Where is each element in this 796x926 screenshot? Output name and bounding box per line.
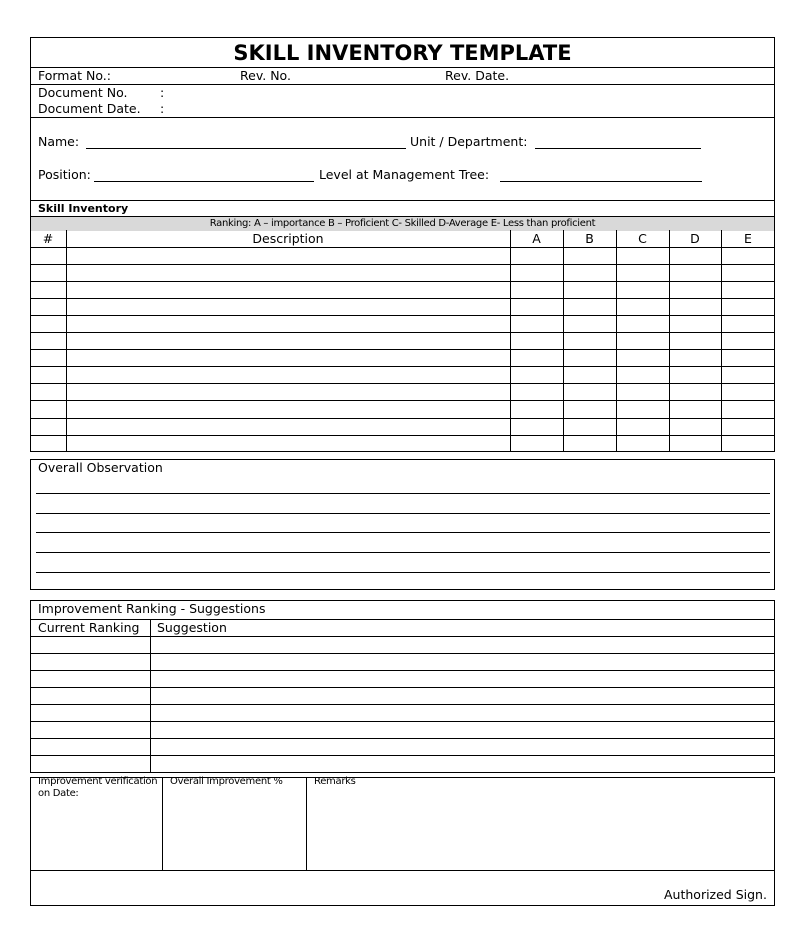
improvement-ranking-cell[interactable] (31, 739, 150, 755)
skill-rank-cell[interactable] (722, 384, 775, 400)
skill-rank-cell[interactable] (511, 419, 563, 435)
skill-rank-cell[interactable] (617, 333, 669, 349)
verification-divider-1 (162, 777, 163, 870)
document-date-label: Document Date. (38, 101, 141, 116)
rev-no-label: Rev. No. (240, 68, 291, 83)
skill-rank-cell[interactable] (511, 282, 563, 298)
skill-rank-cell[interactable] (670, 367, 721, 383)
skill-number-cell[interactable] (31, 248, 66, 264)
skill-description-cell[interactable] (67, 436, 510, 452)
skill-rank-cell[interactable] (564, 436, 616, 452)
skill-col-header: # (42, 231, 54, 246)
skill-inventory-heading: Skill Inventory (38, 202, 129, 215)
observation-line[interactable] (36, 572, 770, 573)
skill-rank-cell[interactable] (670, 333, 721, 349)
ranking-legend: Ranking: A – importance B – Proficient C- Skilled D-Average E- Less than proficient (31, 216, 774, 231)
improvement-suggestion-cell[interactable] (151, 722, 774, 738)
skill-rank-cell[interactable] (511, 265, 563, 281)
skill-rank-cell[interactable] (617, 384, 669, 400)
skill-rank-cell[interactable] (511, 350, 563, 366)
verification-bottom-divider (30, 870, 775, 871)
skill-description-cell[interactable] (67, 248, 510, 264)
skill-rank-cell[interactable] (511, 436, 563, 452)
skill-rank-cell[interactable] (564, 367, 616, 383)
skill-number-cell[interactable] (31, 401, 66, 417)
skill-description-cell[interactable] (67, 316, 510, 332)
page-title: SKILL INVENTORY TEMPLATE (233, 41, 572, 65)
skill-number-cell[interactable] (31, 265, 66, 281)
skill-rank-cell[interactable] (564, 316, 616, 332)
skill-rank-cell[interactable] (670, 299, 721, 315)
overall-improvement-label: Overall Improvement % (170, 776, 283, 787)
skill-number-cell[interactable] (31, 367, 66, 383)
skill-rank-cell[interactable] (722, 367, 775, 383)
skill-col-header: Description (252, 231, 324, 246)
skill-rank-cell[interactable] (564, 265, 616, 281)
skill-rank-cell[interactable] (511, 248, 563, 264)
skill-description-cell[interactable] (67, 384, 510, 400)
skill-rank-cell[interactable] (511, 384, 563, 400)
improvement-ranking-cell[interactable] (31, 688, 150, 704)
suggestion-header: Suggestion (157, 620, 227, 635)
improvement-ranking-cell[interactable] (31, 637, 150, 653)
improvement-suggestion-cell[interactable] (151, 654, 774, 670)
skill-rank-cell[interactable] (564, 384, 616, 400)
skill-rank-cell[interactable] (722, 316, 775, 332)
skill-rank-cell[interactable] (722, 248, 775, 264)
improvement-suggestion-cell[interactable] (151, 756, 774, 772)
improvement-suggestion-cell[interactable] (151, 671, 774, 687)
skill-rank-cell[interactable] (722, 282, 775, 298)
name-field[interactable] (86, 148, 406, 149)
skill-rank-cell[interactable] (670, 248, 721, 264)
skill-number-cell[interactable] (31, 333, 66, 349)
skill-rank-cell[interactable] (722, 436, 775, 452)
skill-description-cell[interactable] (67, 401, 510, 417)
skill-number-cell[interactable] (31, 419, 66, 435)
unit-department-field[interactable] (535, 148, 701, 149)
skill-rank-cell[interactable] (617, 419, 669, 435)
skill-rank-cell[interactable] (617, 265, 669, 281)
skill-rank-cell[interactable] (617, 401, 669, 417)
skill-rank-cell[interactable] (670, 384, 721, 400)
document-divider (30, 117, 775, 118)
skill-col-header: D (690, 231, 700, 246)
skill-number-cell[interactable] (31, 384, 66, 400)
skill-col-header: B (585, 231, 594, 246)
skill-description-cell[interactable] (67, 350, 510, 366)
skill-rank-cell[interactable] (617, 350, 669, 366)
title-divider (30, 67, 775, 68)
position-label: Position: (38, 167, 91, 182)
observation-line[interactable] (36, 552, 770, 553)
observation-line[interactable] (36, 513, 770, 514)
skill-rank-cell[interactable] (617, 299, 669, 315)
remarks-label: Remarks (314, 776, 356, 787)
improvement-heading: Improvement Ranking - Suggestions (38, 601, 266, 616)
skill-number-cell[interactable] (31, 282, 66, 298)
skill-rank-cell[interactable] (617, 316, 669, 332)
skill-rank-cell[interactable] (511, 401, 563, 417)
skill-description-cell[interactable] (67, 367, 510, 383)
skill-number-cell[interactable] (31, 436, 66, 452)
skill-description-cell[interactable] (67, 333, 510, 349)
management-level-label: Level at Management Tree: (319, 167, 490, 182)
skill-rank-cell[interactable] (564, 350, 616, 366)
format-no-label: Format No.: (38, 68, 111, 83)
skill-description-cell[interactable] (67, 265, 510, 281)
observation-box (30, 459, 775, 590)
rev-date-label: Rev. Date. (445, 68, 510, 83)
skill-rank-cell[interactable] (722, 401, 775, 417)
skill-rank-cell[interactable] (670, 436, 721, 452)
improvement-ranking-cell[interactable] (31, 756, 150, 772)
unit-department-label: Unit / Department: (410, 134, 528, 149)
person-divider (30, 200, 775, 201)
skill-description-cell[interactable] (67, 419, 510, 435)
improvement-ranking-cell[interactable] (31, 671, 150, 687)
skill-rank-cell[interactable] (722, 265, 775, 281)
improvement-ranking-cell[interactable] (31, 654, 150, 670)
position-field[interactable] (94, 181, 314, 182)
skill-rank-cell[interactable] (670, 265, 721, 281)
authorized-sign-label: Authorized Sign. (664, 887, 767, 902)
skill-rank-cell[interactable] (617, 436, 669, 452)
skill-rank-cell[interactable] (564, 333, 616, 349)
improvement-ranking-cell[interactable] (31, 705, 150, 721)
skill-rank-cell[interactable] (564, 248, 616, 264)
improvement-suggestion-cell[interactable] (151, 705, 774, 721)
skill-rank-cell[interactable] (722, 350, 775, 366)
skill-col-header: C (638, 231, 647, 246)
improvement-heading-divider (30, 619, 775, 620)
skill-rank-cell[interactable] (670, 419, 721, 435)
skill-rank-cell[interactable] (511, 316, 563, 332)
skill-col-header: E (744, 231, 752, 246)
document-date-colon: : (160, 101, 165, 116)
name-label: Name: (38, 134, 80, 149)
skill-rank-cell[interactable] (670, 316, 721, 332)
improvement-suggestion-cell[interactable] (151, 739, 774, 755)
skill-rank-cell[interactable] (511, 367, 563, 383)
verification-date-label: Improvement verification on Date: (38, 776, 158, 799)
skill-rank-cell[interactable] (511, 333, 563, 349)
skill-rank-cell[interactable] (722, 333, 775, 349)
skill-rank-cell[interactable] (670, 350, 721, 366)
skill-rank-cell[interactable] (722, 419, 775, 435)
skill-rank-cell[interactable] (617, 248, 669, 264)
skill-inventory-table (30, 230, 775, 452)
skill-col-header: A (532, 231, 541, 246)
skill-rank-cell[interactable] (670, 282, 721, 298)
skill-rank-cell[interactable] (564, 282, 616, 298)
skill-number-cell[interactable] (31, 316, 66, 332)
observation-line[interactable] (36, 532, 770, 533)
skill-number-cell[interactable] (31, 350, 66, 366)
current-ranking-header: Current Ranking (38, 620, 140, 635)
improvement-suggestion-cell[interactable] (151, 637, 774, 653)
improvement-ranking-cell[interactable] (31, 722, 150, 738)
skill-description-cell[interactable] (67, 299, 510, 315)
skill-description-cell[interactable] (67, 282, 510, 298)
skill-rank-cell[interactable] (564, 299, 616, 315)
document-no-label: Document No. (38, 85, 128, 100)
observation-line[interactable] (36, 493, 770, 494)
skill-rank-cell[interactable] (670, 401, 721, 417)
skill-rank-cell[interactable] (564, 419, 616, 435)
observation-heading: Overall Observation (38, 460, 163, 475)
skill-number-cell[interactable] (31, 299, 66, 315)
skill-rank-cell[interactable] (617, 282, 669, 298)
skill-rank-cell[interactable] (617, 367, 669, 383)
document-no-colon: : (160, 85, 165, 100)
format-divider (30, 84, 775, 85)
skill-rank-cell[interactable] (722, 299, 775, 315)
management-level-field[interactable] (500, 181, 702, 182)
skill-rank-cell[interactable] (511, 299, 563, 315)
skill-rank-cell[interactable] (564, 401, 616, 417)
verification-divider-2 (306, 777, 307, 870)
improvement-suggestion-cell[interactable] (151, 688, 774, 704)
